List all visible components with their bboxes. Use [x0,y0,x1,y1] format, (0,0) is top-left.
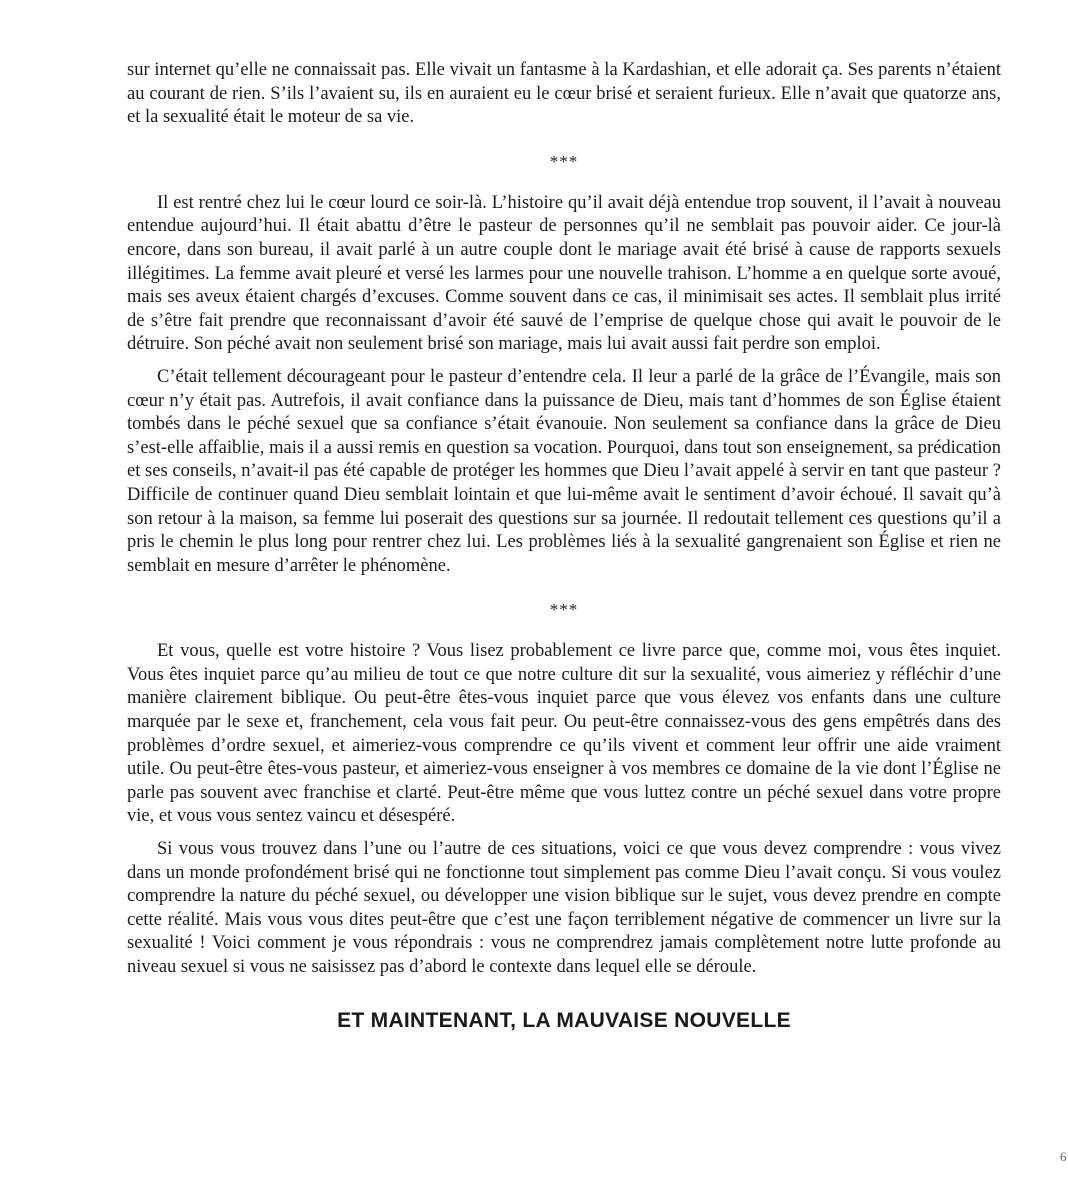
page-number: 6 [1060,1149,1067,1164]
section-separator: *** [549,600,579,620]
paragraph-pastor-evening: Il est rentré chez lui le cœur lourd ce soir-là. L’histoire qu’il avait déjà entendue trop souvent, il l’avait à nouveau entendue aujourd’hui. Il était abattu d’être le pasteur de personnes qu’il ne semblait pas pouvoir aider. Ce jour-là encore, dans son bureau, il avait parlé à un autre couple dont le mariage avait été brisé à cause de rapports sexuels illégitimes. La femme avait pleuré et versé les larmes pour une nouvelle trahison. L’homme a en quelque sorte avoué, mais ses aveux étaient chargés d’excuses. Comme souvent dans ce cas, il minimisait ses actes. Il semblait plus irrité de s’être fait prendre que reconnaissant d’avoir été sauvé de l’emprise de quelque chose qui avait le pouvoir de le détruire. Son péché avait non seulement brisé son mariage, mais lui avait aussi fait perdre son emploi. [127,192,1001,355]
paragraph-broken-world: Si vous vous trouvez dans l’une ou l’autre de ces situations, voici ce que vous devez comprendre : vous vivez dans un monde profondément brisé qui ne fonctionne tout simplement pas comme Dieu l’avait conçu. Si vous voulez comprendre la nature du péché sexuel, ou développer une vision biblique sur le sujet, vous devez prendre en compte cette réalité. Mais vous vous dites peut-être que c’est une façon terriblement négative de commencer un livre sur la sexualité ! Voici comment je vous répondrais : vous ne comprendrez jamais complètement notre lutte profonde au niveau sexuel si vous ne saisissez pas d’abord le contexte dans lequel elle se déroule. [127,839,1001,977]
section-heading: ET MAINTENANT, LA MAUVAISE NOUVELLE [337,1008,791,1032]
paragraph-your-story: Et vous, quelle est votre histoire ? Vous lisez probablement ce livre parce que, comme moi, vous êtes inquiet. Vous êtes inquiet parce qu’au milieu de tout ce que notre culture dit sur la sexualité, vous aimeriez y réfléchir d’une manière clairement biblique. Ou peut-être êtes-vous inquiet parce que vous élevez vos enfants dans une culture marquée par le sexe et, franchement, cela vous fait peur. Ou peut-être connaissez-vous des gens empêtrés dans des problèmes d’ordre sexuel, et aimeriez-vous comprendre ce qu’ils vivent et comment leur offrir une aide vraiment utile. Ou peut-être êtes-vous pasteur, et aimeriez-vous enseigner à vos membres ce domaine de la vie dont l’Église ne parle pas souvent avec franchise et clarté. Peut-être même que vous luttez contre un péché sexuel dans votre propre vie, et vous vous sentez vaincu et désespéré. [127,641,1001,827]
paragraph-continuation: sur internet qu’elle ne connaissait pas. Elle vivait un fantasme à la Kardashian, et elle adorait ça. Ses parents n’étaient au courant de rien. S’ils l’avaient su, ils en auraient eu le cœur brisé et seraient furieux. Elle n’avait que quatorze ans, et la sexualité était le moteur de sa vie. [127,60,1001,128]
section-separator: *** [549,151,579,171]
document-page [127,59,1001,1033]
paragraph-pastor-discouraged: C’était tellement décourageant pour le pasteur d’entendre cela. Il leur a parlé de la grâce de l’Évangile, mais son cœur n’y était pas. Autrefois, il avait confiance dans la puissance de Dieu, mais tant d’hommes de son Église étaient tombés dans le péché sexuel que sa confiance s’était évanouie. Non seulement sa confiance dans la grâce de Dieu s’est-elle affaiblie, mais il a aussi remis en question sa vocation. Pourquoi, dans tout son enseignement, sa prédication et ses conseils, n’avait-il pas été capable de protéger les hommes que Dieu l’avait appelé à servir en tant que pasteur ? Difficile de continuer quand Dieu semblait lointain et que lui-même avait le sentiment d’avoir échoué. Il savait qu’à son retour à la maison, sa femme lui poserait des questions sur sa journée. Il redoutait tellement ces questions qu’il a pris le chemin le plus long pour rentrer chez lui. Les problèmes liés à la sexualité gangrenaient son Église et rien ne semblait en mesure d’arrêter le phénomène. [127,366,1001,576]
